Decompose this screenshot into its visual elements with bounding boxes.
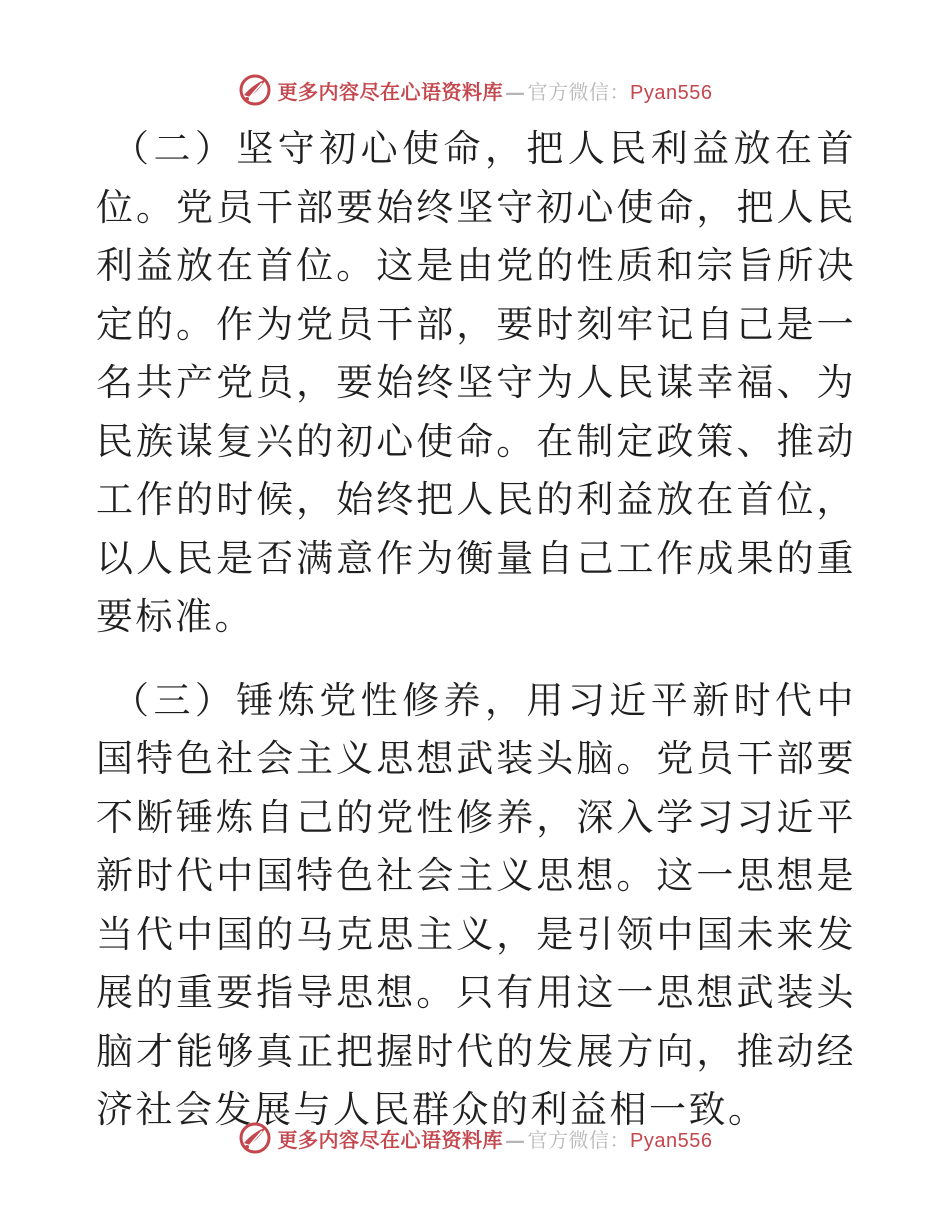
- paragraph-3: （三）锤炼党性修养，用习近平新时代中国特色社会主义思想武装头脑。党员干部要不断锤炼自己的党性修养，深入学习习近平新时代中国特色社会主义思想。这一思想是当代中国的马克思主义，是引领中国未来发展的重要指导思想。只有用这一思想武装头脑才能够真正把握时代的发展方向，推动经济社会发展与人民群众的利益相一致。: [96, 678, 856, 1131]
- footer-wechat-id: Pyan556: [630, 1129, 713, 1152]
- header-wechat-id: Pyan556: [630, 81, 713, 104]
- document-body: [96, 120, 856, 1165]
- header-banner-dash: —: [505, 79, 526, 104]
- footer-banner-text: [278, 1124, 713, 1153]
- footer-banner: [0, 1118, 950, 1158]
- footer-banner-main: 更多内容尽在心语资料库: [277, 1127, 504, 1152]
- header-banner-text: [278, 76, 713, 105]
- footer-banner-dash: —: [505, 1127, 526, 1152]
- header-wechat-label: 官方微信：: [527, 79, 631, 104]
- paragraph-2: （二）坚守初心使命，把人民利益放在首位。党员干部要始终坚守初心使命，把人民利益放在首位。这是由党的性质和宗旨所决定的。作为党员干部，要时刻牢记自己是一名共产党员，要始终坚守为人民谋幸福、为民族谋复兴的初心使命。在制定政策、推动工作的时候，始终把人民的利益放在首位，以人民是否满意作为衡量自己工作成果的重要标准。: [96, 127, 856, 638]
- header-banner: [0, 70, 950, 110]
- footer-wechat-label: 官方微信：: [527, 1127, 631, 1152]
- quill-pen-logo-icon: [238, 73, 272, 107]
- header-banner-main: 更多内容尽在心语资料库: [277, 79, 504, 104]
- quill-pen-logo-icon: [238, 1121, 272, 1155]
